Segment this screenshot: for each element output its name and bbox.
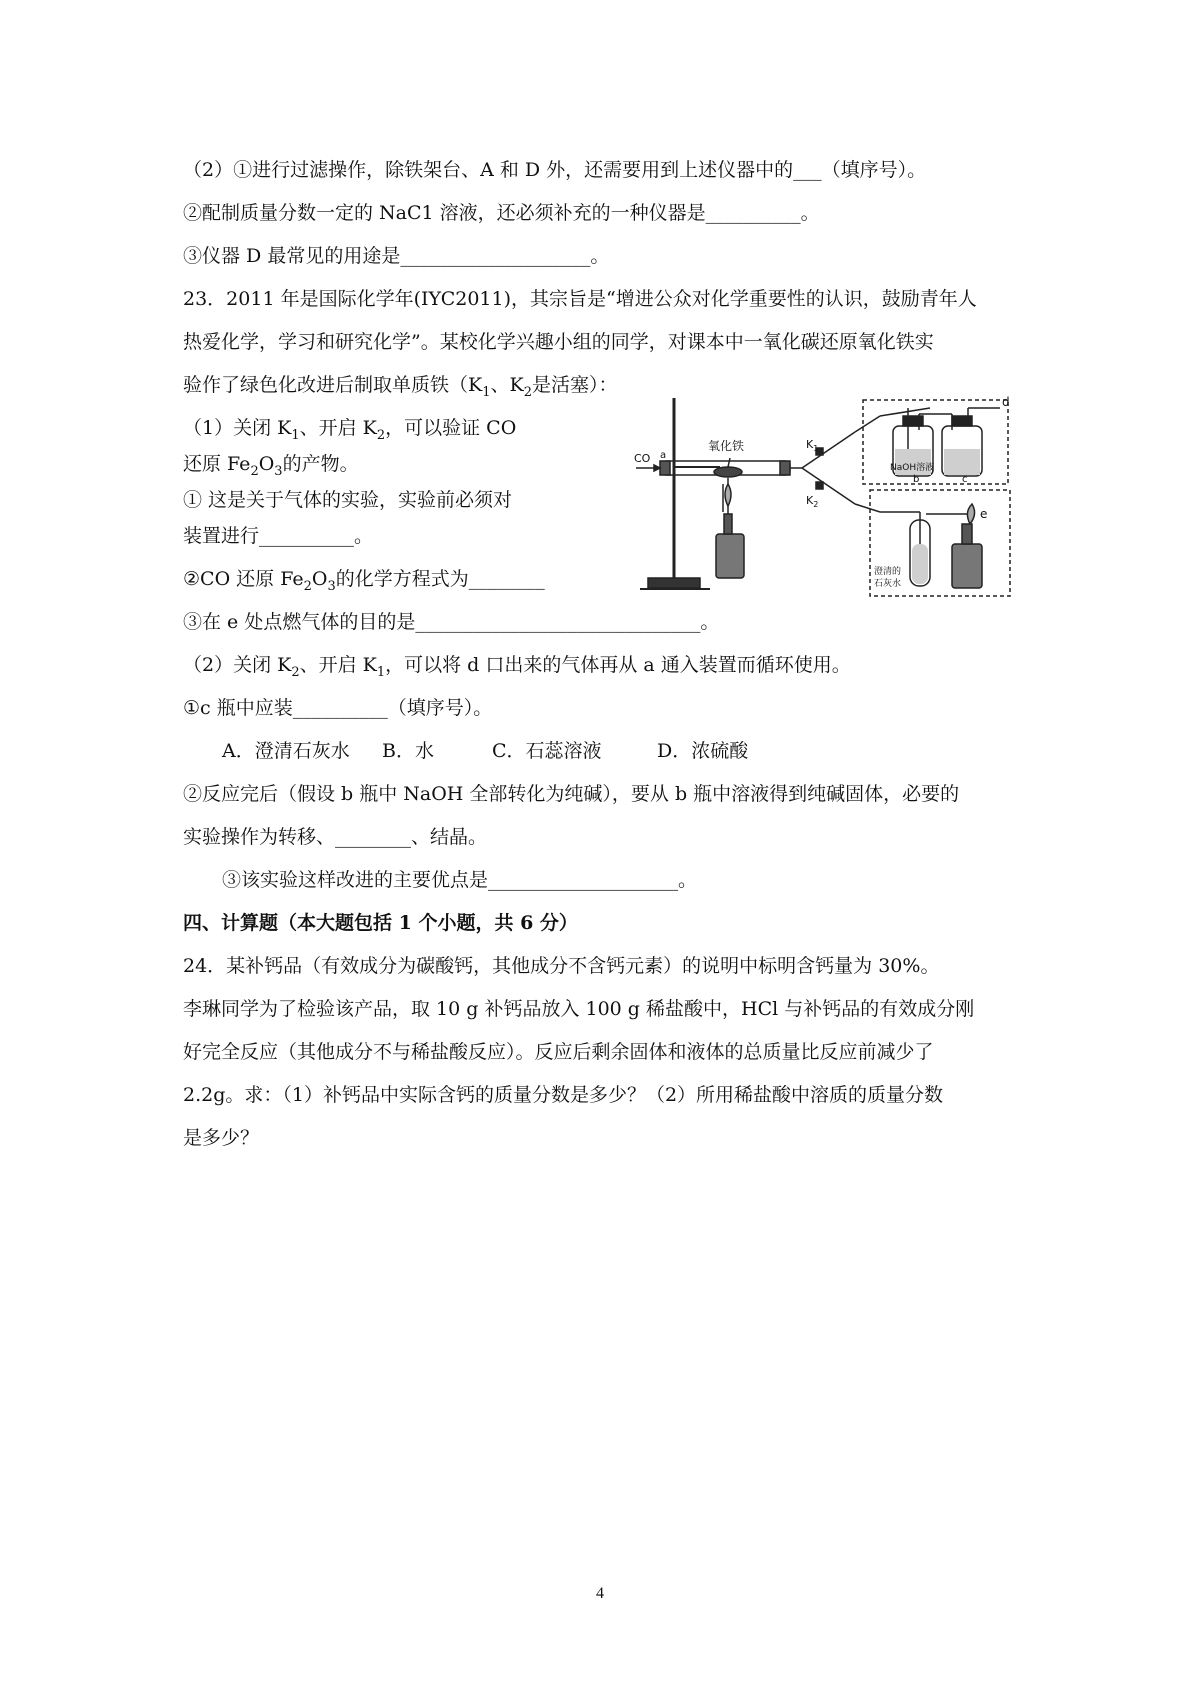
q22-part2-line1: （2）①进行过滤操作，除铁架台、A 和 D 外，还需要用到上述仪器中的___（填序号）。	[183, 159, 927, 181]
diagram-co-label: CO	[634, 452, 651, 465]
valve-k2	[816, 482, 823, 489]
diagram-a-label: a	[660, 450, 667, 461]
diagram-c-label: c	[962, 474, 968, 485]
diagram-b-label: b	[913, 474, 920, 485]
upper-box	[863, 400, 1008, 484]
page-number: 4	[596, 1585, 604, 1602]
q24-line5: 是多少？	[183, 1127, 260, 1149]
apparatus-diagram	[630, 394, 1026, 601]
q23-intro-line2: 热爱化学，学习和研究化学”。某校化学兴趣小组的同学，对课本中一氧化碳还原氧化铁实	[183, 331, 934, 353]
q24-line2: 李琳同学为了检验该产品，取 10 g 补钙品放入 100 g 稀盐酸中，HCl 与补钙品的有效成分刚	[183, 998, 975, 1020]
q23-step1-line2: 装置进行__________。	[183, 525, 374, 547]
diagram-k2-label: $K_2$	[806, 494, 819, 509]
diagram-naoh-label: NaOH溶液	[890, 463, 935, 473]
diagram-d-label: d	[1002, 395, 1010, 409]
diagram-k1-label: $K_1$	[806, 438, 819, 453]
burner	[716, 534, 744, 578]
option-b: B．水	[382, 740, 434, 762]
stand-base	[648, 578, 700, 588]
q23-options-line	[222, 738, 777, 764]
q23-c1-line: ①c 瓶中应装__________（填序号）。	[183, 697, 493, 719]
q23-step2-line: ②CO 还原 $Fe_2O_3$的化学方程式为________	[183, 568, 545, 594]
q23-part1-line: （1）关闭 $K_1$、开启 $K_2$，可以验证 CO	[183, 417, 517, 443]
q23-part1-line2: 还原 $Fe_2O_3$的产物。	[183, 453, 359, 479]
option-c: C．石蕊溶液	[492, 740, 602, 762]
q23-step3-line: ③在 e 处点燃气体的目的是______________________________。	[183, 611, 720, 633]
q24-line4: 2.2g。求：（1）补钙品中实际含钙的质量分数是多少？（2）所用稀盐酸中溶质的质量分数	[183, 1084, 944, 1106]
option-d: D．浓硫酸	[657, 740, 749, 762]
iron-oxide-sample	[714, 467, 742, 477]
q23-intro-line3: 验作了绿色化改进后制取单质铁（$K_1$、$K_2$是活塞）：	[183, 374, 618, 400]
q22-part2-line3: ③仪器 D 最常见的用途是____________________。	[183, 245, 610, 267]
q23-step1-line1: ① 这是关于气体的实验，实验前必须对	[183, 489, 513, 511]
q24-line1: 24．某补钙品（有效成分为碳酸钙，其他成分不含钙元素）的说明中标明含钙量为 30%。	[183, 955, 940, 977]
diagram-iron-oxide-label: 氧化铁	[708, 439, 745, 453]
burner-e	[952, 544, 982, 588]
q24-line3: 好完全反应（其他成分不与稀盐酸反应）。反应后剩余固体和液体的总质量比反应前减少了	[183, 1041, 934, 1063]
diagram-lime-label-2: 石灰水	[874, 579, 902, 589]
q22-part2-line2: ②配制质量分数一定的 NaC1 溶液，还必须补充的一种仪器是__________。	[183, 202, 820, 224]
q23-intro-line1: 23．2011 年是国际化学年(IYC2011)，其宗旨是“增进公众对化学重要性的认识，鼓励青年人	[183, 288, 977, 310]
diagram-e-label: e	[980, 507, 988, 521]
q23-c3-line: ③该实验这样改进的主要优点是____________________。	[222, 869, 698, 891]
option-a: A．澄清石灰水	[222, 740, 350, 762]
q23-c2-line2: 实验操作为转移、________、结晶。	[183, 826, 488, 848]
diagram-lime-label-1: 澄清的	[874, 567, 902, 577]
section4-heading: 四、计算题（本大题包括 1 个小题，共 6 分）	[183, 912, 578, 934]
q23-c2-line1: ②反应完后（假设 b 瓶中 NaOH 全部转化为纯碱），要从 b 瓶中溶液得到纯碱固体，必要的	[183, 783, 960, 805]
q23-part2-line: （2）关闭 $K_2$、开启 $K_1$，可以将 d 口出来的气体再从 a 通入装置而循环使用。	[183, 654, 851, 680]
